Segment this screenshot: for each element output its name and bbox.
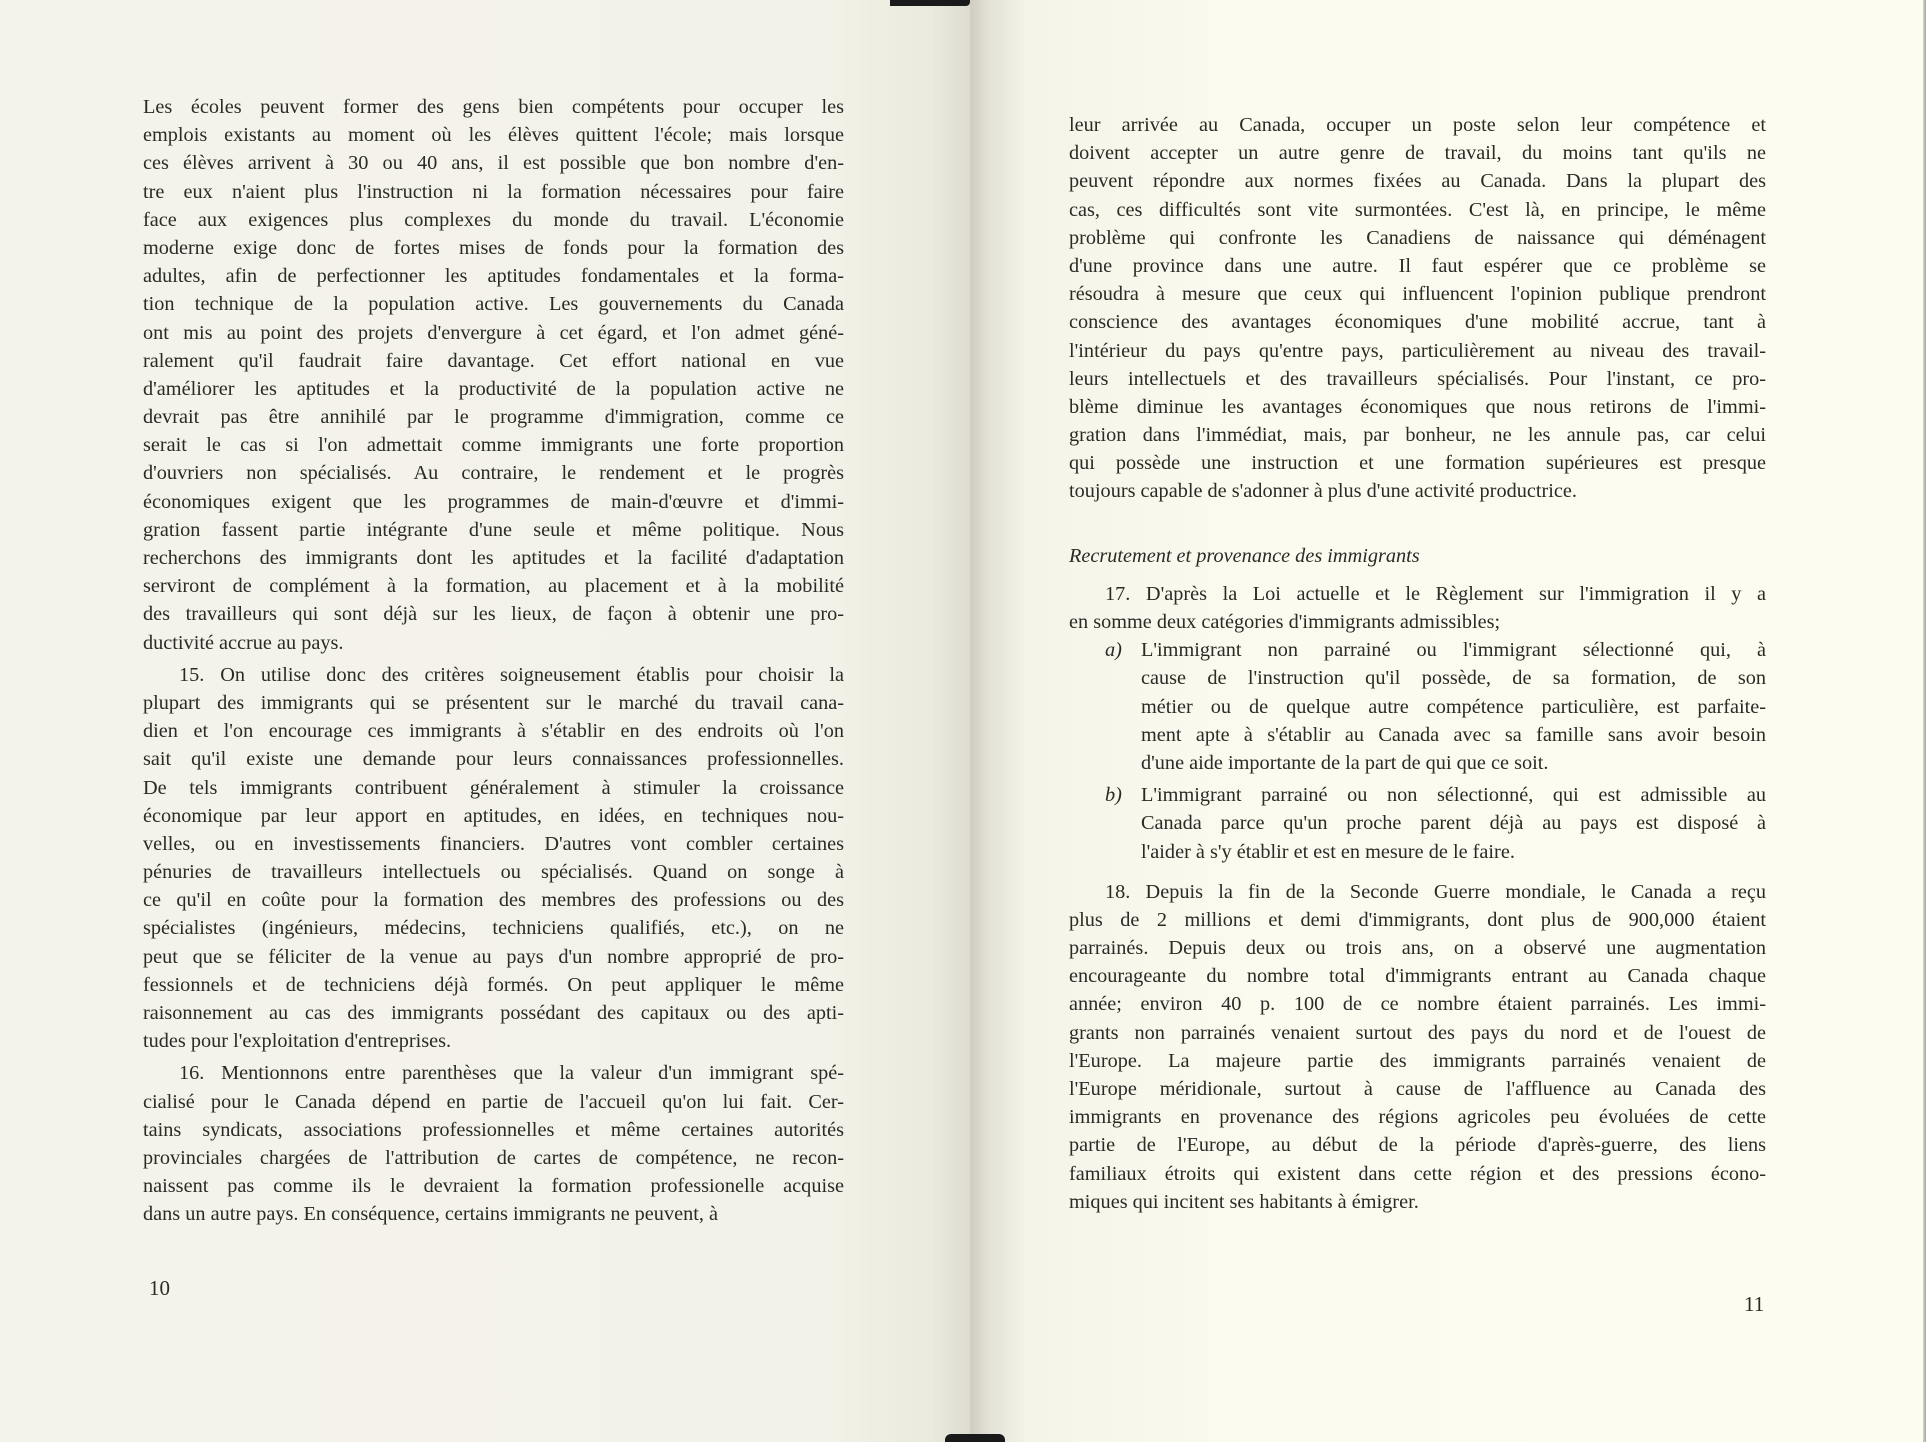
text-line: d'améliorer les aptitudes et la productivité de la population active ne [143,377,844,400]
text-line: naissent pas comme ils le devraient la formation professionelle acquise [143,1175,844,1198]
text-line: tudes pour l'exploitation d'entreprises. [143,1030,452,1053]
book-top-edge [890,0,970,6]
text-line: résoudra à mesure que ceux qui influencent l'opinion publique prendront [1069,283,1766,306]
text-line: économique par leur apport en aptitudes, en idées, en techniques nou- [143,804,844,827]
text-line: familiaux étroits qui existent dans cette région et des pressions écono- [1069,1162,1766,1185]
text-line: tains syndicats, associations professionnelles et même certaines autorités [143,1118,844,1141]
text-line: provinciales chargées de l'attribution de cartes de compétence, ne recon- [143,1146,844,1169]
text-line: peut que se féliciter de la venue au pays d'un nombre approprié de pro- [143,945,844,968]
text-line: dien et l'on encourage ces immigrants à s'établir en des endroits où l'on [143,720,844,743]
text-line: plus de 2 millions et demi d'immigrants, dont plus de 900,000 étaient [1069,908,1766,931]
text-line: gration fassent partie intégrante d'une seule et même politique. Nous [143,518,844,541]
paragraph-17 [1069,580,1766,636]
section-heading: Recrutement et provenance des immigrants [1069,544,1420,567]
text-line: cas, ces difficultés sont vite surmontées. C'est là, en principe, le même [1069,198,1766,221]
text-line: doivent accepter un autre genre de travail, du moins tant qu'ils ne [1069,142,1766,165]
text-line: ment apte à s'établir au Canada avec sa famille sans avoir besoin [1141,723,1766,746]
text-line: toujours capable de s'adonner à plus d'une activité productrice. [1069,480,1577,503]
text-line: De tels immigrants contribuent généralement à stimuler la croissance [143,776,844,799]
text-line: 18. Depuis la fin de la Seconde Guerre mondiale, le Canada a reçu [1105,880,1766,903]
text-line: économiques exigent que les programmes de main-d'œuvre et d'immi- [143,490,844,513]
text-line: des travailleurs qui sont déjà sur les lieux, de façon à obtenir une pro- [143,603,844,626]
text-line: parrainés. Depuis deux ou trois ans, on a observé une augmentation [1069,937,1766,960]
text-line: l'intérieur du pays qu'entre pays, particulièrement au niveau des travail- [1069,339,1766,362]
text-line: immigrants en provenance des régions agricoles peu évoluées de cette [1069,1106,1766,1129]
text-line: leur arrivée au Canada, occuper un poste selon leur compétence et [1069,114,1766,136]
text-line: en somme deux catégories d'immigrants admissibles; [1069,611,1501,634]
text-line: dans un autre pays. En conséquence, certains immigrants ne peuvent, à [143,1203,719,1226]
text-line: sait qu'il existe une demande pour leurs connaissances professionnelles. [143,748,844,771]
text-line: Canada parce qu'un proche parent déjà au pays est disposé à [1141,812,1766,835]
text-line: leurs intellectuels et des travailleurs spécialisés. Pour l'instant, ce pro- [1069,367,1766,390]
page-number-right: 11 [1744,1292,1765,1316]
paragraph-intro [143,93,844,657]
paragraph-18 [1069,878,1766,1216]
text-line: gration dans l'immédiat, mais, par bonheur, ne les annule pas, car celui [1069,424,1766,447]
text-line: d'une aide importante de la part de qui que ce soit. [1141,751,1549,774]
text-line: problème qui confronte les Canadiens de naissance qui déménagent [1069,226,1766,249]
text-line: emplois existants au moment où les élèves quittent l'école; mais lorsque [143,124,844,147]
text-line: cause de l'instruction qu'il possède, de sa formation, de son [1141,667,1766,690]
text-line: d'ouvriers non spécialisés. Au contraire, le rendement et le progrès [143,462,844,485]
text-line: face aux exigences plus complexes du monde du travail. L'économie [143,208,844,231]
list-item-a [1069,636,1766,777]
text-line: ductivité accrue au pays. [143,631,344,654]
text-line: 15. On utilise donc des critères soigneusement établis pour choisir la [179,663,844,686]
text-line: velles, ou en investissements financiers. D'autres vont combler certaines [143,832,844,855]
text-line: a) L'immigrant non parrainé ou l'immigrant sélectionné qui, à [1069,636,1766,664]
text-line: 17. D'après la Loi actuelle et le Règlement sur l'immigration il y a [1105,582,1766,605]
text-line: qui possède une instruction et une formation supérieures est presque [1069,452,1766,475]
text-line: peuvent répondre aux normes fixées au Canada. Dans la plupart des [1069,170,1766,193]
text-line: spécialistes (ingénieurs, médecins, techniciens qualifiés, etc.), on ne [143,917,844,940]
text-line: serviront de complément à la formation, au placement et à la mobilité [143,575,844,598]
text-line: plupart des immigrants qui se présentent sur le marché du travail cana- [143,691,844,714]
text-line: encourageante du nombre total d'immigrants entrant au Canada chaque [1069,965,1766,988]
text-line: serait le cas si l'on admettait comme immigrants une forte proportion [143,434,844,457]
text-line: blème diminue les avantages économiques que nous retirons de l'immi- [1069,395,1766,418]
paragraph-continuation [1069,111,1766,506]
text-line: moderne exige donc de fortes mises de fonds pour la formation des [143,236,844,259]
text-line: tion technique de la population active. Les gouvernements du Canada [143,293,844,316]
page-number-left: 10 [149,1276,170,1300]
left-text-column [143,93,844,1229]
text-line: adultes, afin de perfectionner les aptitudes fondamentales et la forma- [143,265,844,288]
text-line: raisonnement au cas des immigrants possédant des capitaux ou des apti- [143,1002,844,1024]
text-line: miques qui incitent ses habitants à émigrer. [1069,1190,1419,1213]
list-item-b [1069,781,1766,866]
text-line: l'Europe. La majeure partie des immigrants parrainés venaient de [1069,1049,1766,1072]
paragraph-16 [143,1059,844,1228]
text-line: tre eux n'aient plus l'instruction ni la formation nécessaires pour faire [143,180,844,203]
text-line: cialisé pour le Canada dépend en partie de l'accueil qu'on lui fait. Cer- [143,1090,844,1113]
list-item-label: b) [1105,784,1122,807]
text-line: grants non parrainés venaient surtout des pays du nord et de l'ouest de [1069,1021,1766,1044]
book-bottom-edge [945,1434,1005,1442]
right-text-column [1069,111,1766,1216]
text-line: année; environ 40 p. 100 de ce nombre étaient parrainés. Les immi- [1069,993,1766,1016]
text-line: b) L'immigrant parrainé ou non sélectionné, qui est admissible au [1069,781,1766,809]
text-line: pénuries de travailleurs intellectuels ou spécialisés. Quand on songe à [143,861,844,884]
text-line: l'Europe méridionale, surtout à cause de l'affluence au Canada des [1069,1078,1766,1101]
text-line: métier ou de quelque autre compétence particulière, est parfaite- [1141,695,1766,718]
text-line: ces élèves arrivent à 30 ou 40 ans, il est possible que bon nombre d'en- [143,152,844,175]
text-line: ce qu'il en coûte pour la formation des membres des professions ou des [143,889,844,912]
paragraph-15 [143,661,844,1056]
text-line: partie de l'Europe, au début de la période d'après-guerre, des liens [1069,1134,1766,1157]
text-line: Les écoles peuvent former des gens bien compétents pour occuper les [143,96,844,118]
text-line: recherchons des immigrants dont les aptitudes et la facilité d'adaptation [143,547,844,569]
text-line: devrait pas être annihilé par le programme d'immigration, comme ce [143,406,844,429]
text-line: d'une province dans une autre. Il faut espérer que ce problème se [1069,254,1766,277]
list-item-label: a) [1105,639,1122,662]
text-line: l'aider à s'y établir et est en mesure de le faire. [1141,840,1515,863]
text-line: conscience des avantages économiques d'une mobilité accrue, tant à [1069,311,1766,334]
text-line: fessionnels et de techniciens déjà formés. On peut appliquer le même [143,973,844,996]
text-line: ont mis au point des projets d'envergure à cet égard, et l'on admet géné- [143,321,844,344]
text-line: 16. Mentionnons entre parenthèses que la valeur d'un immigrant spé- [179,1062,844,1085]
text-line: ralement qu'il faudrait faire davantage. Cet effort national en vue [143,349,844,372]
